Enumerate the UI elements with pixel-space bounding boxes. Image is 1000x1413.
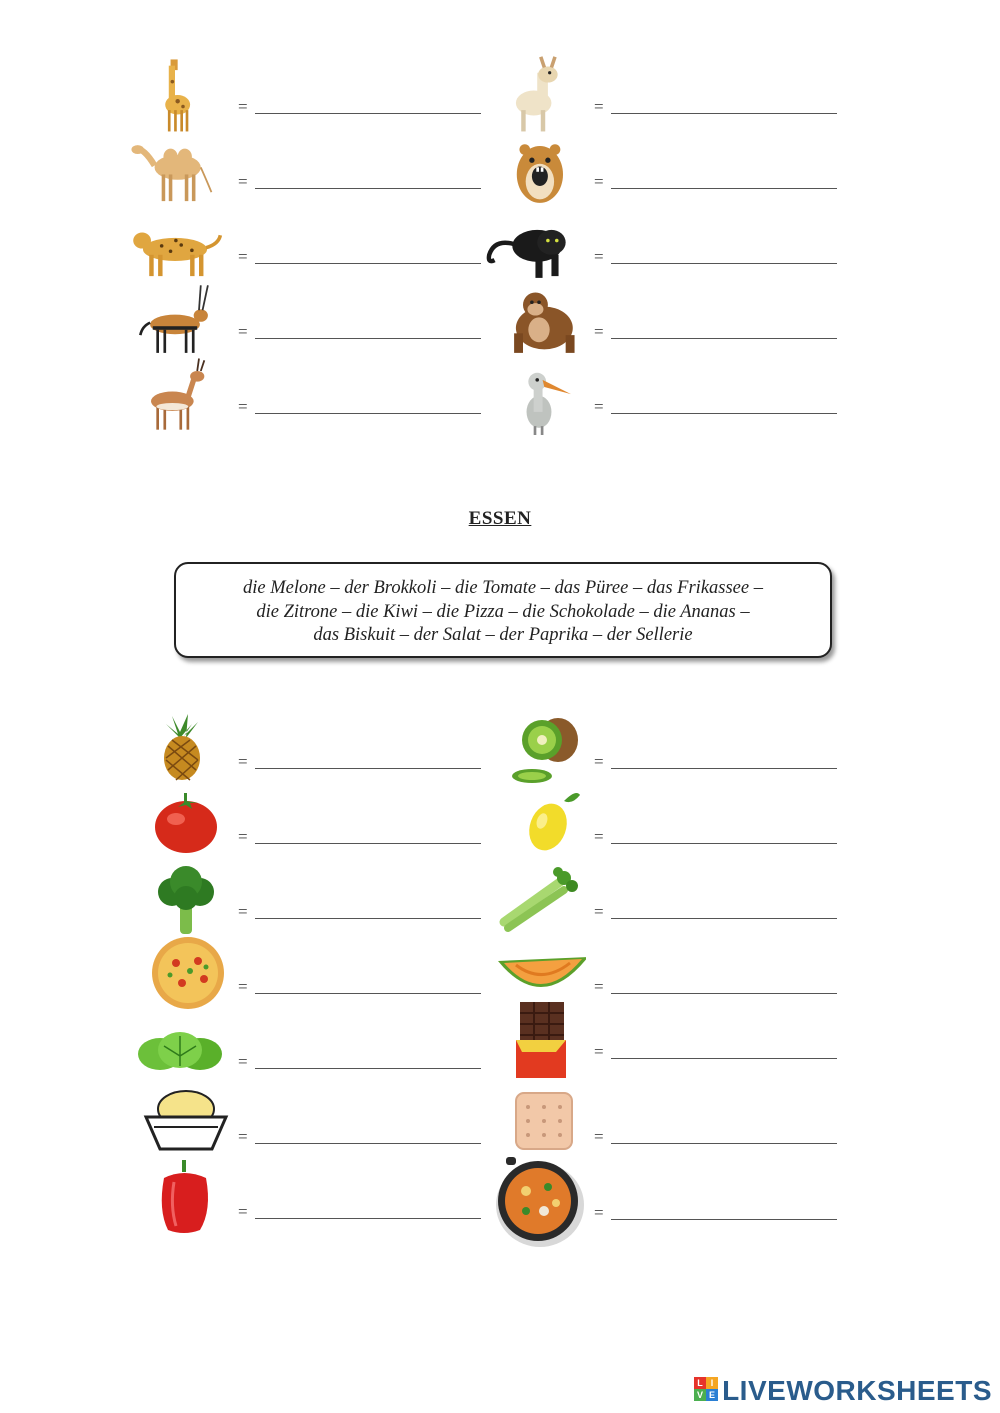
animal-row-giraffe xyxy=(120,55,480,125)
lettuce-icon xyxy=(120,1010,230,1090)
panther-icon xyxy=(476,205,586,285)
word-bank-line: die Zitrone – die Kiwi – die Pizza – die Schokolade – die Ananas – xyxy=(256,601,750,622)
food-row-puree xyxy=(120,1085,480,1155)
answer-input[interactable] xyxy=(255,965,481,994)
word-bank xyxy=(174,562,832,658)
equals-sign: = xyxy=(594,902,604,921)
bell-pepper-icon xyxy=(120,1160,230,1240)
fricassee-pan-icon xyxy=(476,1155,586,1251)
liveworksheets-logo[interactable] xyxy=(692,1373,992,1407)
llama-icon xyxy=(476,55,586,135)
food-row-tomato xyxy=(120,785,480,855)
puree-icon xyxy=(120,1085,230,1165)
food-row-melon xyxy=(476,935,836,1005)
answer-input[interactable] xyxy=(255,815,481,844)
equals-sign: = xyxy=(238,827,248,846)
equals-sign: = xyxy=(594,1127,604,1146)
logo-badge-letter: L xyxy=(694,1377,706,1389)
kiwi-icon xyxy=(476,710,586,790)
food-row-fricassee xyxy=(476,1155,836,1225)
equals-sign: = xyxy=(238,752,248,771)
equals-sign: = xyxy=(594,1042,604,1061)
equals-sign: = xyxy=(594,1203,604,1222)
answer-input[interactable] xyxy=(255,85,481,114)
food-row-biscuit xyxy=(476,1085,836,1155)
food-row-celery xyxy=(476,860,836,930)
answer-input[interactable] xyxy=(611,310,837,339)
equals-sign: = xyxy=(238,1202,248,1221)
tomato-icon xyxy=(120,785,230,865)
answer-input[interactable] xyxy=(255,235,481,264)
animal-row-hamster xyxy=(476,130,836,200)
equals-sign: = xyxy=(594,322,604,341)
equals-sign: = xyxy=(238,172,248,191)
equals-sign: = xyxy=(238,1127,248,1146)
equals-sign: = xyxy=(238,247,248,266)
equals-sign: = xyxy=(594,97,604,116)
pelican-icon xyxy=(476,355,586,435)
equals-sign: = xyxy=(238,977,248,996)
food-row-pizza xyxy=(120,935,480,1005)
logo-badge-letter: I xyxy=(706,1377,718,1389)
answer-input[interactable] xyxy=(611,1030,837,1059)
answer-input[interactable] xyxy=(255,1115,481,1144)
answer-input[interactable] xyxy=(611,85,837,114)
answer-input[interactable] xyxy=(255,160,481,189)
equals-sign: = xyxy=(238,322,248,341)
equals-sign: = xyxy=(238,902,248,921)
answer-input[interactable] xyxy=(255,1040,481,1069)
answer-input[interactable] xyxy=(611,1115,837,1144)
animal-row-panther xyxy=(476,205,836,275)
logo-badge-icon xyxy=(694,1377,718,1401)
word-bank-line: das Biskuit – der Salat – der Paprika – der Sellerie xyxy=(313,625,693,645)
lemon-icon xyxy=(476,785,586,865)
animal-row-camel xyxy=(120,130,480,200)
answer-input[interactable] xyxy=(255,385,481,414)
pineapple-icon xyxy=(120,710,230,790)
equals-sign: = xyxy=(594,752,604,771)
food-row-bell-pepper xyxy=(120,1160,480,1230)
biscuit-icon xyxy=(476,1085,586,1165)
camel-icon xyxy=(120,130,230,210)
equals-sign: = xyxy=(594,247,604,266)
answer-input[interactable] xyxy=(255,890,481,919)
word-bank-line: die Melone – der Brokkoli – die Tomate – das Püree – das Frikassee – xyxy=(243,578,763,598)
equals-sign: = xyxy=(238,397,248,416)
animal-row-llama xyxy=(476,55,836,125)
equals-sign: = xyxy=(594,977,604,996)
answer-input[interactable] xyxy=(611,235,837,264)
answer-input[interactable] xyxy=(611,740,837,769)
food-row-lemon xyxy=(476,785,836,855)
answer-input[interactable] xyxy=(611,965,837,994)
animal-row-oryx xyxy=(120,280,480,350)
food-row-chocolate xyxy=(476,1000,836,1070)
food-row-kiwi xyxy=(476,710,836,780)
animal-row-gorilla xyxy=(476,280,836,350)
equals-sign: = xyxy=(238,97,248,116)
animal-row-leopard xyxy=(120,205,480,275)
animal-row-gazelle xyxy=(120,355,480,425)
answer-input[interactable] xyxy=(611,890,837,919)
answer-input[interactable] xyxy=(611,385,837,414)
logo-badge-letter: V xyxy=(694,1389,706,1401)
brand-name: LIVEWORKSHEETS xyxy=(722,1375,992,1406)
gorilla-icon xyxy=(476,280,586,360)
equals-sign: = xyxy=(594,827,604,846)
section-title: ESSEN xyxy=(468,508,532,529)
broccoli-icon xyxy=(120,860,230,940)
food-row-lettuce xyxy=(120,1010,480,1080)
pizza-icon xyxy=(120,935,230,1015)
equals-sign: = xyxy=(594,172,604,191)
leopard-icon xyxy=(120,205,230,285)
answer-input[interactable] xyxy=(611,815,837,844)
giraffe-icon xyxy=(120,55,230,135)
equals-sign: = xyxy=(594,397,604,416)
answer-input[interactable] xyxy=(611,1191,837,1220)
answer-input[interactable] xyxy=(255,740,481,769)
food-row-broccoli xyxy=(120,860,480,930)
food-row-pineapple xyxy=(120,710,480,780)
hamster-icon xyxy=(476,130,586,210)
celery-icon xyxy=(476,860,586,940)
oryx-icon xyxy=(120,280,230,360)
animal-row-pelican xyxy=(476,355,836,425)
answer-input[interactable] xyxy=(255,310,481,339)
equals-sign: = xyxy=(238,1052,248,1071)
answer-input[interactable] xyxy=(611,160,837,189)
chocolate-icon xyxy=(476,1000,586,1084)
answer-input[interactable] xyxy=(255,1190,481,1219)
logo-badge-letter: E xyxy=(706,1389,718,1401)
gazelle-icon xyxy=(120,355,230,435)
